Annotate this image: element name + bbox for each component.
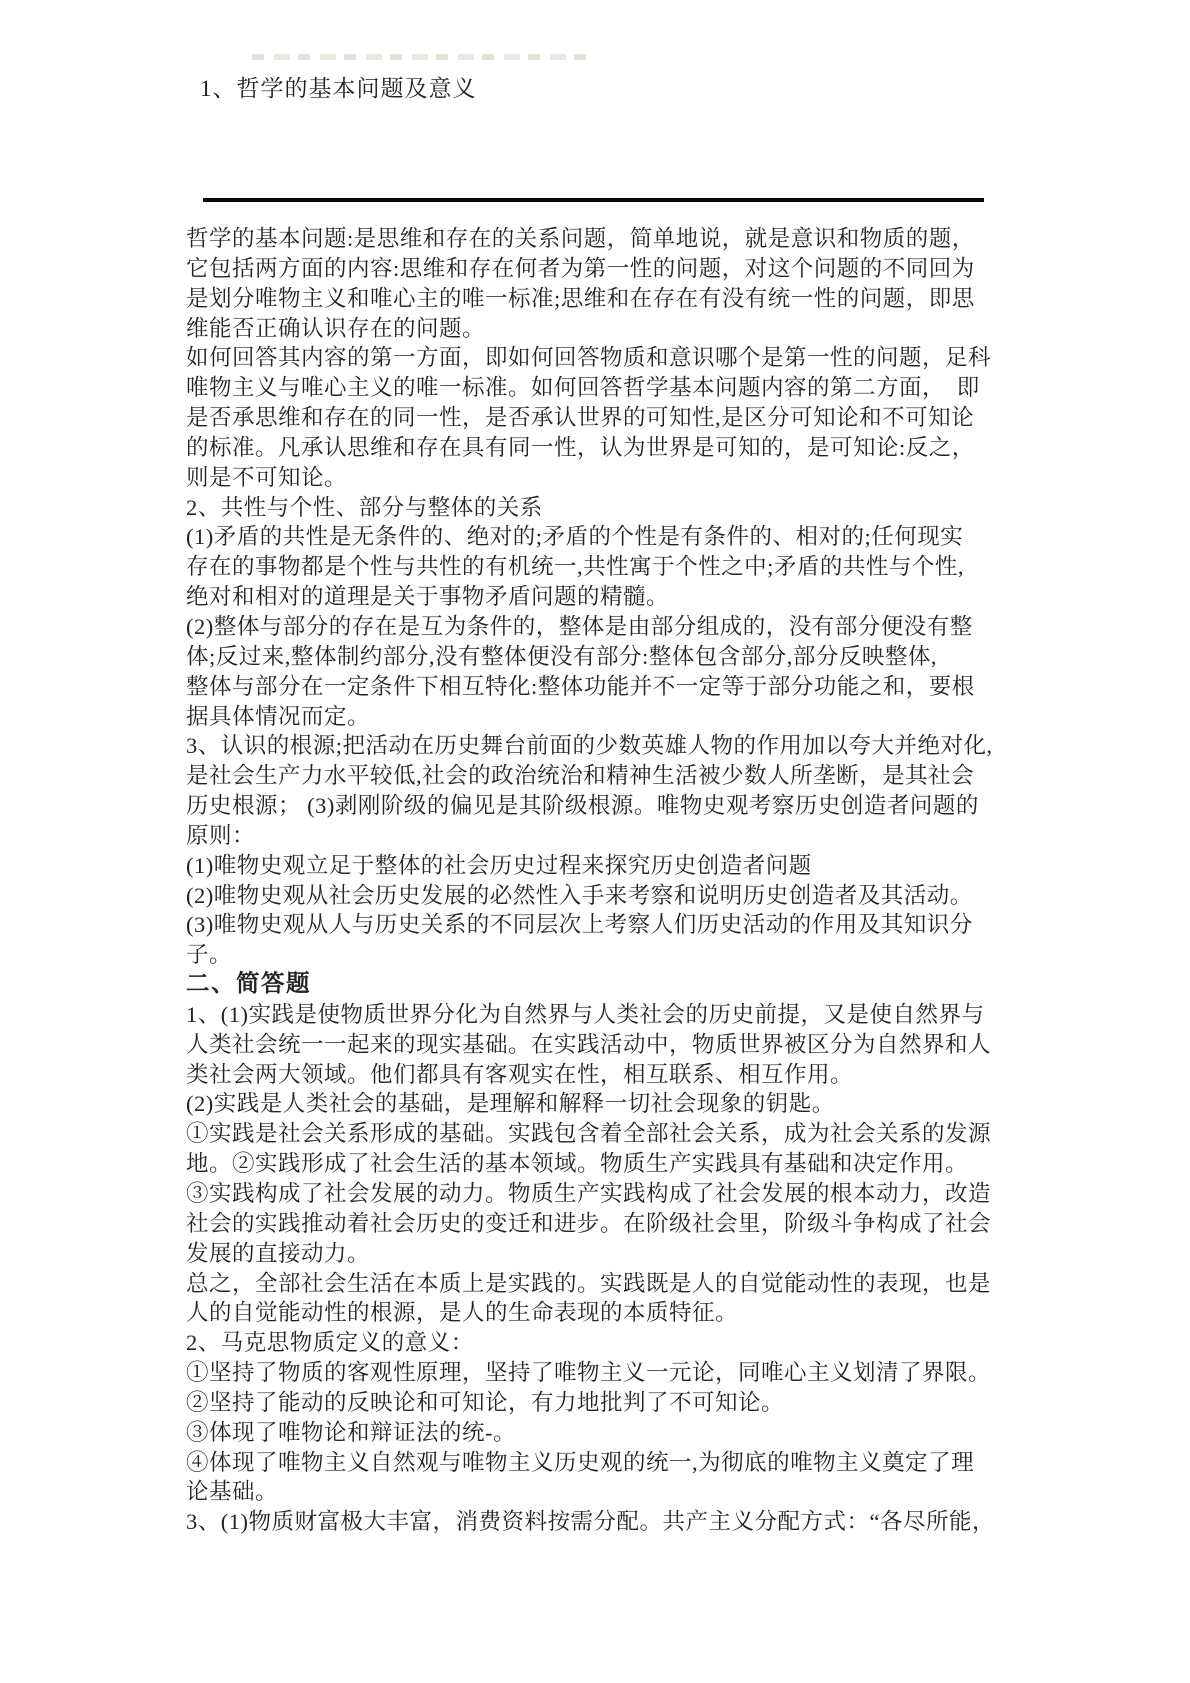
- text-line: 则是不可知论。: [186, 464, 348, 490]
- text-line: 维能否正确认识存在的问题。: [186, 315, 486, 341]
- text-line: 类社会两大领域。他们都具有客观实在性，相互联系、相互作用。: [186, 1061, 854, 1087]
- text-line: ③体现了唯物论和辩证法的统-。: [186, 1419, 516, 1445]
- text-line: 2、马克思物质定义的意义：: [186, 1330, 474, 1356]
- text-line: 地。②实践形成了社会生活的基本领域。物质生产实践具有基础和决定作用。: [186, 1151, 969, 1177]
- text-line: 原则：: [186, 822, 256, 848]
- text-line: 是划分唯物主义和唯心主的唯一标准;思维和在存在有没有统一性的问题，即思: [186, 285, 975, 311]
- text-line: 社会的实践推动着社会历史的变迁和进步。在阶级社会里，阶级斗争构成了社会: [186, 1210, 992, 1236]
- text-line: 的标准。凡承认思维和存在具有同一性，认为世界是可知的，是可知论:反之，: [186, 434, 975, 460]
- text-line: (2)整体与部分的存在是互为条件的，整体是由部分组成的，没有部分便没有整: [186, 613, 973, 639]
- text-line: (2)实践是人类社会的基础，是理解和解释一切社会现象的钥匙。: [186, 1091, 835, 1117]
- text-line: 绝对和相对的道理是关于事物矛盾问题的精髓。: [186, 584, 670, 610]
- text-line: (2)唯物史观从社会历史发展的必然性入手来考察和说明历史创造者及其活动。: [186, 882, 973, 908]
- text-line: 体;反过来,整体制约部分,没有整体便没有部分:整体包含部分,部分反映整体,: [186, 643, 938, 669]
- text-line: 唯物主义与唯心主义的唯一标准。如何回答哲学基本问题内容的第二方面， 即: [186, 375, 980, 401]
- text-line: 子。: [186, 942, 233, 968]
- text-line: (1)唯物史观立足于整体的社会历史过程来探究历史创造者问题: [186, 852, 812, 878]
- text-line: ①实践是社会关系形成的基础。实践包含着全部社会关系，成为社会关系的发源: [186, 1121, 992, 1147]
- text-line: 2、共性与个性、部分与整体的关系: [186, 494, 543, 520]
- text-line: 论基础。: [186, 1479, 279, 1505]
- text-line: (3)唯物史观从人与历史关系的不同层次上考察人们历史活动的作用及其知识分: [186, 912, 973, 938]
- text-line: (1)矛盾的共性是无条件的、绝对的;矛盾的个性是有条件的、相对的;任何现实: [186, 524, 964, 550]
- horizontal-divider: [203, 198, 984, 202]
- text-line: 如何回答其内容的第一方面，即如何回答物质和意识哪个是第一性的问题，足科: [186, 345, 992, 371]
- text-line: ②坚持了能动的反映论和可知论，有力地批判了不可知论。: [186, 1389, 785, 1415]
- body-text: [186, 224, 1026, 1537]
- text-line: 人类社会统一一起来的现实基础。在实践活动中，物质世界被区分为自然界和人: [186, 1031, 992, 1057]
- page-title: 1、哲学的基本问题及意义: [200, 76, 477, 101]
- text-line: 它包括两方面的内容:思维和存在何者为第一性的问题，对这个问题的不同回为: [186, 255, 975, 281]
- text-line: 发展的直接动力。: [186, 1240, 371, 1266]
- text-line: 历史根源； (3)剥刚阶级的偏见是其阶级根源。唯物史观考察历史创造者问题的: [186, 793, 979, 819]
- text-line: 3、认识的根源;把活动在历史舞台前面的少数英雄人物的作用加以夸大并绝对化,: [186, 733, 993, 759]
- text-line: 整体与部分在一定条件下相互特化:整体功能并不一定等于部分功能之和，要根: [186, 673, 975, 699]
- text-line: 据具体情况而定。: [186, 703, 371, 729]
- text-line: 存在的事物都是个性与共性的有机统一,共性寓于个性之中;矛盾的共性与个性,: [186, 554, 965, 580]
- text-line: 是社会生产力水平较低,社会的政治统治和精神生活被少数人所垄断，是其社会: [186, 763, 975, 789]
- text-line: ③实践构成了社会发展的动力。物质生产实践构成了社会发展的根本动力，改造: [186, 1181, 992, 1206]
- text-line: 哲学的基本问题:是思维和存在的关系问题，简单地说，就是意识和物质的题，: [186, 226, 975, 251]
- text-line: ①坚持了物质的客观性原理，坚持了唯物主义一元论，同唯心主义划清了界限。: [186, 1360, 992, 1386]
- text-line: ④体现了唯物主义自然观与唯物主义历史观的统一,为彻底的唯物主义奠定了理: [186, 1449, 975, 1475]
- clipped-text-artifact: [252, 54, 592, 60]
- text-line: 总之，全部社会生活在本质上是实践的。实践既是人的自觉能动性的表现，也是: [186, 1270, 992, 1296]
- text-line: 二、简答题: [186, 971, 311, 998]
- text-line: 1、(1)实践是使物质世界分化为自然界与人类社会的历史前提，又是使自然界与: [186, 1001, 985, 1027]
- text-line: 是否承思维和存在的同一性，是否承认世界的可知性,是区分可知论和不可知论: [186, 405, 975, 431]
- text-line: 3、(1)物质财富极大丰富，消费资料按需分配。共产主义分配方式：“各尽所能，: [186, 1509, 995, 1535]
- text-line: 人的自觉能动性的根源，是人的生命表现的本质特征。: [186, 1300, 739, 1326]
